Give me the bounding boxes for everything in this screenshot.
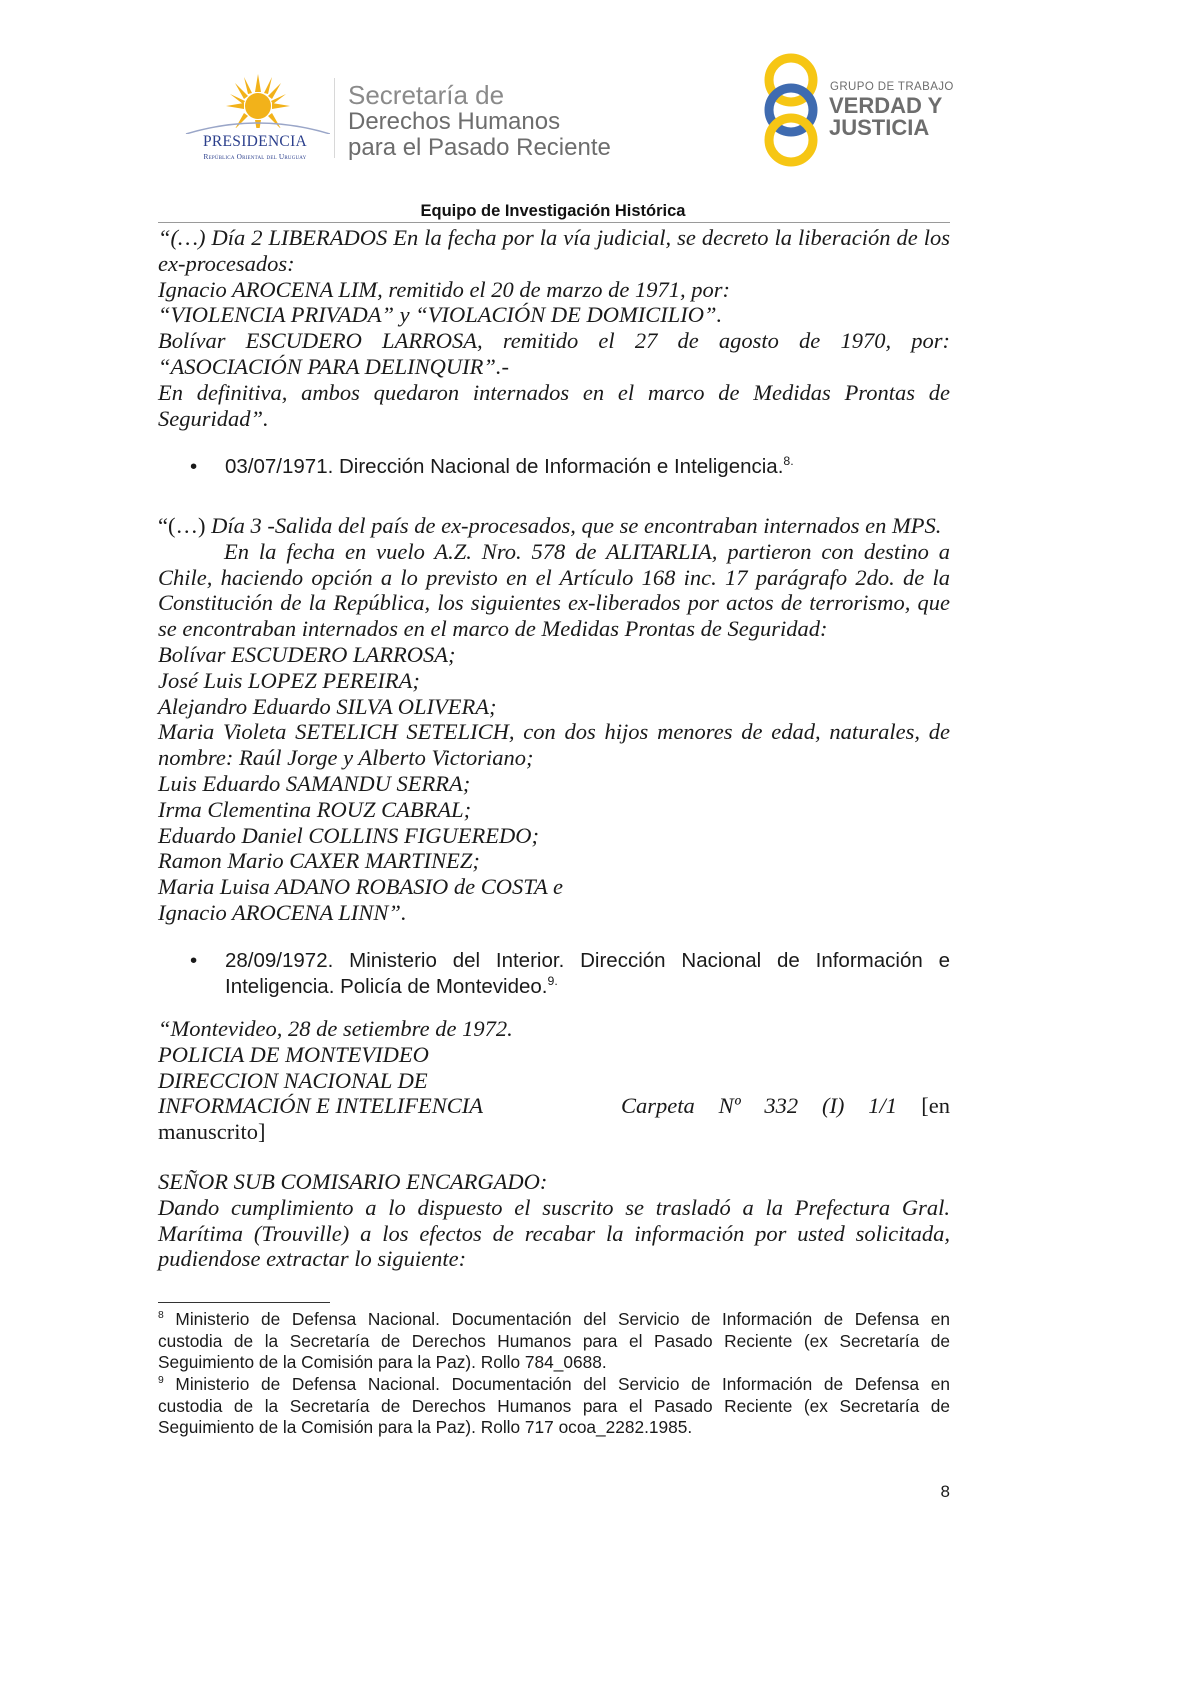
quote1-line-6: “ASOCIACIÓN PARA DELINQUIR”.- bbox=[158, 353, 510, 379]
name-line: Ignacio AROCENA LINN”. bbox=[158, 899, 407, 925]
secretaria-logo-text bbox=[348, 82, 611, 161]
quote2-line-1 bbox=[158, 513, 950, 539]
gtvj-small-label: GRUPO DE TRABAJO bbox=[830, 81, 954, 93]
quote1-line-8: Seguridad”. bbox=[158, 405, 269, 431]
quote3-line-1: “Montevideo, 28 de setiembre de 1972. bbox=[158, 1016, 513, 1041]
footnote-8-line-1 bbox=[158, 1309, 950, 1331]
footnote-9-line-2: custodia de la Secretaría de Derechos Humanos para el Pasado Reciente (ex Secretaría de bbox=[158, 1395, 950, 1416]
title-rule bbox=[158, 222, 950, 223]
name-line: Bolívar ESCUDERO LARROSA; bbox=[158, 641, 456, 667]
bullet-dot-icon: • bbox=[190, 949, 198, 972]
quote1-line-4: “VIOLENCIA PRIVADA” y “VIOLACIÓN DE DOMICILIO”. bbox=[158, 302, 723, 328]
quote2-open-mark: “(…) bbox=[158, 513, 212, 538]
presidencia-subtitle: República Oriental del Uruguay bbox=[203, 152, 307, 161]
quote3-salutation: SEÑOR SUB COMISARIO ENCARGADO: bbox=[158, 1168, 548, 1194]
secretaria-line-2: Derechos Humanos bbox=[348, 108, 561, 135]
footnote-8-number: 8 bbox=[158, 1310, 164, 1322]
quote2-line-5: se encontraban internados en el marco de Medidas Prontas de Seguridad: bbox=[158, 616, 828, 642]
quote3-line-2: POLICIA DE MONTEVIDEO bbox=[158, 1041, 429, 1067]
verdad-justicia-logo bbox=[758, 52, 958, 170]
bullet1-text: 03/07/1971. Dirección Nacional de Información e Inteligencia. bbox=[225, 455, 784, 478]
footnote-9-line-1 bbox=[158, 1374, 950, 1396]
quote3-line-9: pudiendose extractar lo siguiente: bbox=[158, 1246, 467, 1272]
name-line: Irma Clementina ROUZ CABRAL; bbox=[158, 796, 472, 822]
quote3-line-4 bbox=[158, 1093, 950, 1119]
footnote-8-line-3: Seguimiento de la Comisión para la Paz). Rollo 784_0688. bbox=[158, 1352, 607, 1372]
name-line: José Luis LOPEZ PEREIRA; bbox=[158, 667, 420, 693]
secretaria-line-1: Secretaría de bbox=[348, 80, 505, 110]
name-line-violeta-2: nombre: Raúl Jorge y Alberto Victoriano; bbox=[158, 745, 534, 771]
quote3-line-3: DIRECCION NACIONAL DE bbox=[158, 1067, 428, 1093]
footnote-9-number: 9 bbox=[158, 1375, 164, 1387]
page-title: Equipo de Investigación Histórica bbox=[420, 202, 686, 220]
sun-emblem-icon bbox=[180, 72, 330, 134]
linked-rings-icon bbox=[758, 52, 824, 170]
quote3-line-5: manuscrito] bbox=[158, 1119, 266, 1145]
quote3-line-8: Marítima (Trouville) a los efectos de recabar la información por usted solicitada, bbox=[158, 1220, 950, 1246]
quote1-line-7: En definitiva, ambos quedaron internados en el marco de Medidas Prontas de bbox=[158, 379, 950, 405]
gtvj-verdad: VERDAD Y bbox=[829, 93, 943, 118]
footnote-8 bbox=[158, 1309, 950, 1374]
name-line: Alejandro Eduardo SILVA OLIVERA; bbox=[158, 693, 497, 719]
carpeta-reference: Carpeta Nº 332 (I) 1/1 bbox=[621, 1093, 897, 1119]
secretaria-line-3: para el Pasado Reciente bbox=[348, 134, 611, 161]
quote1-line-2: ex-procesados: bbox=[158, 250, 295, 276]
bullet-dot-icon: • bbox=[190, 455, 198, 478]
page-number: 8 bbox=[940, 1482, 950, 1501]
header-divider bbox=[334, 78, 335, 158]
quote2-indent-line: En la fecha en vuelo A.Z. Nro. 578 de ALITARLIA, partieron con destino a bbox=[224, 538, 950, 564]
name-line: Luis Eduardo SAMANDU SERRA; bbox=[158, 770, 471, 796]
quote-block-2 bbox=[158, 513, 950, 926]
quote1-line-1: “(…) Día 2 LIBERADOS En la fecha por la vía judicial, se decreto la liberación de los bbox=[158, 225, 950, 250]
quote3-line-7: Dando cumplimiento a lo dispuesto el suscrito se trasladó a la Prefectura Gral. bbox=[158, 1194, 950, 1220]
name-line: Maria Luisa ADANO ROBASIO de COSTA e bbox=[158, 874, 563, 900]
name-line: Ramon Mario CAXER MARTINEZ; bbox=[158, 848, 480, 874]
footnote-9-line-3: Seguimiento de la Comisión para la Paz). Rollo 717 ocoa_2282.1985. bbox=[158, 1417, 693, 1437]
quote1-line-3: Ignacio AROCENA LIM, remitido el 20 de marzo de 1971, por: bbox=[158, 276, 731, 302]
footnote-separator bbox=[158, 1302, 330, 1303]
quote1-line-5: Bolívar ESCUDERO LARROSA, remitido el 27 de agosto de 1970, por: bbox=[158, 328, 950, 354]
manuscript-note-bracket: [en bbox=[921, 1093, 950, 1119]
quote2-line-4: Constitución de la República, los siguientes ex-liberados por actos de terrorismo, que bbox=[158, 590, 950, 616]
bullet2-line-2-text: Inteligencia. Policía de Montevideo. bbox=[225, 974, 548, 998]
name-line: Eduardo Daniel COLLINS FIGUEREDO; bbox=[158, 822, 540, 848]
presidencia-name: PRESIDENCIA bbox=[202, 133, 308, 150]
quote-block-3 bbox=[158, 1016, 950, 1272]
quote-block-1 bbox=[158, 225, 950, 431]
footnote-9-text-1: Ministerio de Defensa Nacional. Documentación del Servicio de Información de Defensa en bbox=[175, 1374, 950, 1394]
quote2-line-1-text: Día 3 -Salida del país de ex-procesados, que se encontraban internados en MPS. bbox=[211, 513, 942, 538]
bullet2-line-2 bbox=[225, 974, 950, 1000]
footnote-ref-9: 9. bbox=[547, 973, 558, 988]
name-line-violeta-1: Maria Violeta SETELICH SETELICH, con dos hijos menores de edad, naturales, de bbox=[158, 719, 950, 745]
footnote-ref-8: 8. bbox=[783, 454, 794, 469]
gtvj-justicia: JUSTICIA bbox=[829, 115, 930, 140]
footnote-9 bbox=[158, 1374, 950, 1439]
footnote-8-line-2: custodia de la Secretaría de Derechos Humanos para el Pasado Reciente (ex Secretaría de bbox=[158, 1330, 950, 1351]
presidencia-logo bbox=[180, 72, 330, 164]
footnote-8-text-1: Ministerio de Defensa Nacional. Documentación del Servicio de Información de Defensa en bbox=[175, 1309, 950, 1329]
quote2-line-3: Chile, haciendo opción a lo previsto en el Artículo 168 inc. 17 parágrafo 2do. de la bbox=[158, 564, 950, 590]
bullet2-line-1: 28/09/1972. Ministerio del Interior. Dirección Nacional de Información e bbox=[225, 949, 950, 972]
quote3-line-4-left: INFORMACIÓN E INTELIFENCIA bbox=[158, 1093, 483, 1119]
